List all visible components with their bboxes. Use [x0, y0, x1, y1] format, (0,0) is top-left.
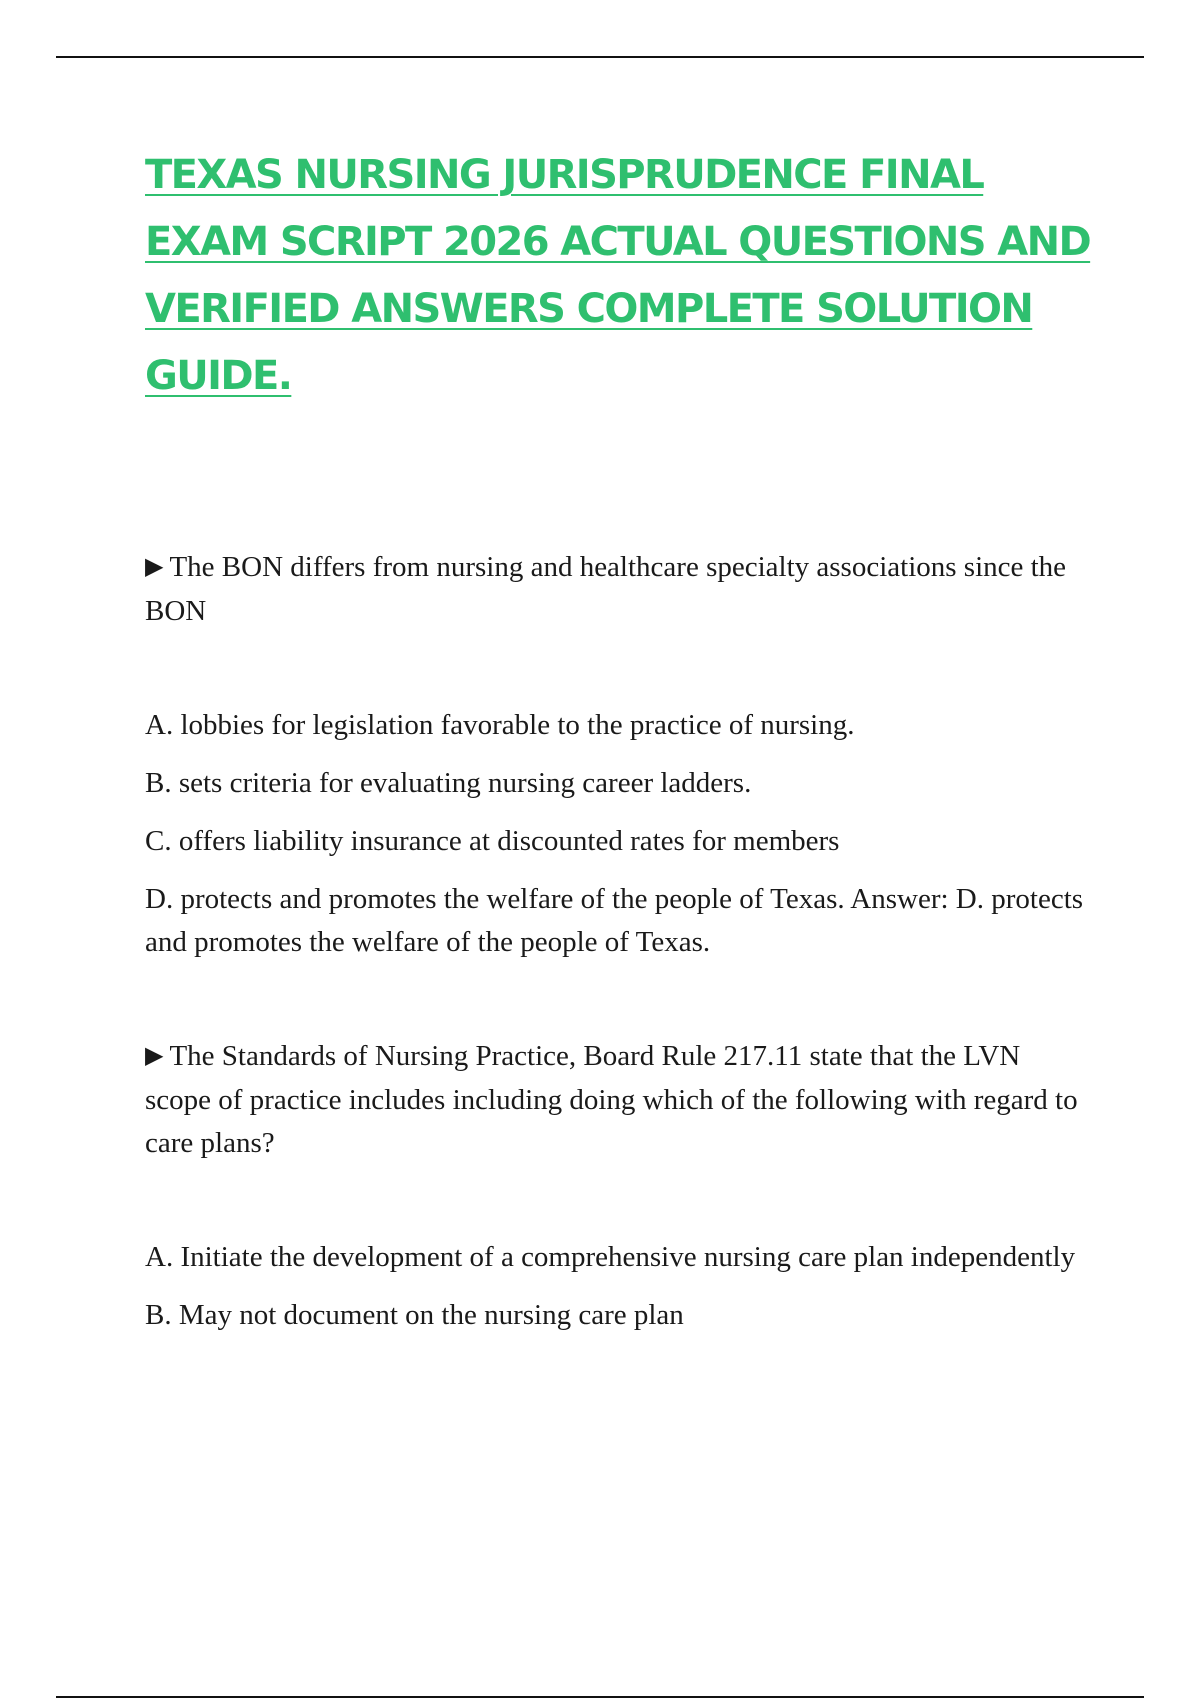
question-1-options: [145, 704, 1090, 964]
triangle-bullet-icon: ▶: [145, 1041, 164, 1069]
document-title-link[interactable]: TEXAS NURSING JURISPRUDENCE FINAL EXAM SCRIPT 2026 ACTUAL QUESTIONS AND VERIFIED ANSWERS COMPLETE SOLUTION GUIDE.: [145, 152, 1091, 399]
question-2-options: [145, 1236, 1090, 1337]
question-2-text: The Standards of Nursing Practice, Board Rule 217.11 state that the LVN scope of practice includes including doing which of the following with regard to care plans?: [145, 1040, 1078, 1159]
question-2-option-a: A. Initiate the development of a comprehensive nursing care plan independently: [145, 1241, 1076, 1273]
question-2: [145, 1035, 1090, 1165]
question-list: [145, 546, 1090, 1352]
question-1-text: The BON differs from nursing and healthcare specialty associations since the BON: [145, 551, 1067, 627]
bottom-rule: [56, 1696, 1144, 1698]
question-1-option-c: C. offers liability insurance at discounted rates for members: [145, 825, 840, 857]
question-1: [145, 546, 1090, 633]
document-title: [145, 142, 1105, 410]
question-1-option-a: A. lobbies for legislation favorable to the practice of nursing.: [145, 709, 855, 741]
question-1-option-b: B. sets criteria for evaluating nursing career ladders.: [145, 767, 752, 799]
question-2-option-b: B. May not document on the nursing care plan: [145, 1299, 684, 1331]
question-1-option-d: D. protects and promotes the welfare of the people of Texas. Answer: D. protects and promotes the welfare of the people of Texas.: [145, 883, 1084, 958]
top-rule: [56, 56, 1144, 58]
triangle-bullet-icon: ▶: [145, 552, 164, 580]
